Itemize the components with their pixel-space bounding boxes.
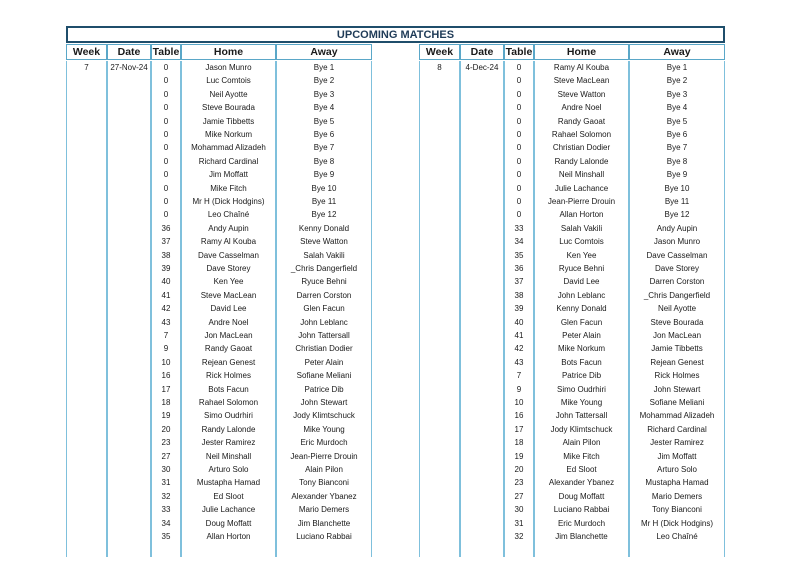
left-away-cell: Peter Alain [304,357,344,367]
left-home-cell: Rick Holmes [206,371,251,381]
left-home-cell: David Lee [210,304,247,314]
column-header-row [66,44,725,61]
right-table-cell: 23 [514,478,524,488]
left-home-cell: Jason Munro [205,63,252,72]
left-home-cell: Jester Ramirez [201,438,256,448]
left-away-cell: Bye 6 [313,130,335,139]
left-home-cell: Steve MacLean [200,290,257,300]
left-table-cell: 0 [163,183,169,193]
left-table-cell: 39 [161,264,171,273]
right-away-cell: Andy Aupin [656,223,698,233]
left-header-date: Date [107,44,151,60]
left-away-cell: Bye 2 [313,76,335,86]
left-home-cell: Leo Chaîné [207,210,250,220]
right-home-cell: Julie Lachance [554,183,609,193]
right-home-cell: Ramy Al Kouba [553,63,610,72]
right-away-cell: Dave Storey [654,264,700,273]
right-away-cell: Dave Casselman [646,250,708,260]
right-home-cell: Mike Fitch [563,451,600,461]
left-table-cell: 0 [163,170,169,180]
left-away-cell: Jody Klimtschuck [293,411,355,421]
left-home-cell: Ramy Al Kouba [200,237,257,247]
right-home-cell: Allan Horton [559,210,604,220]
right-table-cell: 34 [514,237,524,247]
left-home-cell: Rahael Solomon [198,398,259,407]
left-away-cell: Bye 4 [313,103,335,113]
right-away-cell: Bye 3 [666,89,688,99]
left-table-cell: 30 [161,465,171,474]
left-column-date [107,61,151,557]
left-table-cell: 7 [163,331,169,340]
right-away-cell: Bye 7 [666,143,688,153]
right-away-cell: Jester Ramirez [650,438,704,448]
right-table-cell: 0 [516,76,522,86]
right-away-cell: Bye 11 [664,197,690,206]
right-table-cell: 32 [514,532,524,541]
right-header-home: Home [534,44,629,60]
left-table-cell: 38 [161,250,171,260]
right-table-cell: 0 [516,63,522,72]
right-away-cell: Arturo Solo [656,465,698,474]
left-away-cell: Bye 9 [313,170,335,180]
left-away-cell: Bye 7 [313,143,335,153]
left-home-cell: Neil Ayotte [209,89,248,99]
left-home-cell: Dave Storey [206,264,251,273]
right-away-cell: Mr H (Dick Hodgins) [640,518,713,528]
right-home-cell: Luciano Rabbai [553,505,610,515]
right-table-cell: 9 [516,384,522,394]
right-away-cell: Bye 5 [666,116,688,126]
right-table-cell: 0 [516,89,522,99]
right-table-cell: 19 [514,451,524,461]
right-home-cell: Jim Blanchette [555,532,608,541]
left-week-cell: 7 [84,63,89,72]
right-home-cell: Mike Young [560,398,603,407]
right-away-cell: Bye 1 [666,63,688,72]
right-table-cell: 20 [514,465,524,474]
right-home-cell: Doug Moffatt [558,491,605,501]
right-home-cell: Luc Comtois [559,237,604,247]
left-table-cell: 0 [163,197,169,206]
right-home-cell: Steve MacLean [553,76,610,86]
left-home-cell: Ken Yee [213,277,244,287]
left-home-cell: Rejean Genest [201,357,256,367]
right-home-cell: Andre Noel [561,103,602,113]
left-table-cell: 0 [163,116,169,126]
left-home-cell: Randy Lalonde [201,424,256,434]
left-table-cell: 9 [163,344,169,354]
right-away-cell: Jon MacLean [652,331,702,340]
left-table-cell: 19 [161,411,171,421]
right-home-cell: Steve Watton [557,89,606,99]
left-home-cell: Simo Oudrhiri [204,411,253,421]
left-away-cell: Ryuce Behni [301,277,347,287]
right-away-cell: Leo Chaîné [656,532,698,541]
right-away-cell: Jason Munro [653,237,701,247]
left-away-cell: Steve Watton [300,237,348,247]
right-home-cell: Jody Klimtschuck [550,424,613,434]
right-away-cell: Darren Corston [649,277,705,287]
right-away-cell: Steve Bourada [650,317,704,327]
schedule-sheet [66,26,725,557]
right-home-cell: Kenny Donald [556,304,607,314]
right-away-cell: John Stewart [653,384,701,394]
left-away-cell: Patrice Dib [304,384,344,394]
right-away-cell: Mario Demers [651,491,703,501]
right-home-cell: Ken Yee [566,250,597,260]
right-table-cell: 27 [514,491,524,501]
left-away-cell: Darren Corston [296,290,352,300]
right-away-cell: Mustapha Hamad [645,478,709,488]
left-away-cell: John Tattersall [298,331,350,340]
left-header-week: Week [66,44,107,60]
right-home-cell: Randy Gaoat [557,116,606,126]
right-table-cell: 0 [516,103,522,113]
right-home-cell: Rahael Solomon [551,130,612,139]
right-table-cell: 0 [516,116,522,126]
left-away-cell: Bye 10 [311,183,337,193]
left-away-cell: Mario Demers [298,505,350,515]
left-table-cell: 16 [161,371,171,381]
right-table-cell: 0 [516,130,522,139]
right-table-cell: 10 [514,398,524,407]
right-away-cell: Bye 10 [664,183,690,193]
right-away-cell: Bye 12 [664,210,690,220]
right-away-cell: Bye 2 [666,76,688,86]
right-away-cell: Bye 9 [666,170,688,180]
left-away-cell: Bye 11 [311,197,337,206]
left-away-cell: John Leblanc [300,317,348,327]
right-header-away: Away [629,44,725,60]
left-away-cell: _Chris Dangerfield [290,264,358,273]
left-home-cell: Allan Horton [206,532,251,541]
left-home-cell: Mr H (Dick Hodgins) [192,197,265,206]
left-home-cell: Dave Casselman [198,250,259,260]
left-table-cell: 17 [161,384,171,394]
left-away-cell: Alain Pilon [305,465,343,474]
right-away-cell: Bye 8 [666,156,688,166]
left-table-cell: 0 [163,63,169,72]
left-table-cell: 36 [161,223,171,233]
right-home-cell: John Leblanc [557,290,606,300]
left-home-cell: Richard Cardinal [198,156,259,166]
right-table-cell: 0 [516,170,522,180]
left-home-cell: Mike Norkum [204,130,253,139]
right-table-cell: 30 [514,505,524,515]
left-away-cell: Glen Facun [303,304,345,314]
left-home-cell: Ed Sloot [213,491,244,501]
right-home-cell: Alain Pilon [562,438,601,448]
left-date-cell: 27-Nov-24 [110,63,148,72]
left-table-cell: 10 [161,357,171,367]
right-week-cell: 8 [437,63,442,72]
left-home-cell: Neil Minshall [205,451,252,461]
left-home-cell: Mike Fitch [210,183,247,193]
left-home-cell: Jamie Tibbetts [202,116,255,126]
left-table-cell: 40 [161,277,171,287]
left-away-cell: Eric Murdoch [300,438,348,448]
right-column-week [419,61,460,557]
right-away-cell: Rick Holmes [654,371,700,381]
right-table-cell: 38 [514,290,524,300]
left-table-cell: 34 [161,518,171,528]
right-away-cell: Tony Bianconi [652,505,702,515]
right-table-cell: 31 [514,518,524,528]
left-away-cell: Bye 12 [311,210,337,220]
left-home-cell: Bots Facun [208,384,249,394]
right-home-cell: Eric Murdoch [557,518,606,528]
right-date-cell: 4-Dec-24 [465,63,499,72]
left-table-cell: 35 [161,532,171,541]
left-away-cell: Mike Young [303,424,345,434]
left-away-cell: Luciano Rabbai [296,532,352,541]
left-away-cell: Bye 3 [313,89,335,99]
right-table-cell: 7 [516,371,522,381]
left-table-cell: 31 [161,478,171,488]
right-column-date [460,61,504,557]
right-header-table: Table [505,46,533,58]
right-home-cell: Alexander Ybanez [548,478,615,488]
left-table-cell: 0 [163,156,169,166]
left-home-cell: Luc Comtois [206,76,251,86]
left-table-cell: 42 [161,304,171,314]
left-home-cell: Mohammad Alizadeh [191,143,266,153]
right-home-cell: Christian Dodier [552,143,611,153]
left-table-cell: 0 [163,76,169,86]
left-away-cell: Bye 8 [313,156,335,166]
right-table-cell: 18 [514,438,524,448]
left-away-cell: Jean-Pierre Drouin [290,451,358,461]
left-table-cell: 0 [163,103,169,113]
right-header-week: Week [419,44,460,60]
right-table-cell: 41 [514,331,524,340]
left-away-cell: Jim Blanchette [297,518,351,528]
schedule-body [66,61,725,557]
left-table-cell: 0 [163,143,169,153]
left-away-cell: Salah Vakili [303,250,345,260]
left-home-cell: Andre Noel [208,317,249,327]
right-table-cell: 40 [514,317,524,327]
left-home-cell: Arturo Solo [208,465,249,474]
left-home-cell: Julie Lachance [201,505,256,515]
left-table-cell: 0 [163,210,169,220]
left-table-cell: 27 [161,451,171,461]
right-table-cell: 0 [516,156,522,166]
left-away-cell: Kenny Donald [298,223,350,233]
right-table-cell: 39 [514,304,524,314]
right-home-cell: Ed Sloot [566,465,597,474]
left-table-cell: 37 [161,237,171,247]
left-home-cell: Steve Bourada [202,103,255,113]
left-away-cell: Bye 5 [313,116,335,126]
left-column-week [66,61,107,557]
left-away-cell: Bye 1 [313,63,335,72]
left-table-cell: 32 [161,491,171,501]
right-home-cell: Peter Alain [562,331,601,340]
left-away-cell: Christian Dodier [295,344,353,354]
left-home-cell: Randy Gaoat [204,344,253,354]
right-home-cell: David Lee [563,277,600,287]
right-away-cell: Bye 6 [666,130,688,139]
left-table-cell: 0 [163,89,169,99]
left-header-table: Table [152,46,180,58]
left-home-cell: Doug Moffatt [205,518,252,528]
right-table-cell: 16 [514,411,524,421]
left-away-cell: Alexander Ybanez [291,491,357,501]
right-home-cell: Neil Minshall [558,170,605,180]
left-away-cell: Tony Bianconi [299,478,349,488]
right-home-cell: Salah Vakili [560,223,603,233]
right-home-cell: Glen Facun [560,317,603,327]
right-away-cell: Rejean Genest [650,357,704,367]
right-home-cell: Randy Lalonde [554,156,609,166]
left-away-cell: Sofiane Meliani [296,371,352,381]
right-table-cell: 0 [516,183,522,193]
right-table-cell: 36 [514,264,524,273]
right-header-date: Date [460,44,504,60]
left-table-cell: 18 [161,398,171,407]
right-home-cell: Mike Norkum [557,344,606,354]
right-away-cell: _Chris Dangerfield [643,290,711,300]
right-table-cell: 0 [516,143,522,153]
left-table-cell: 33 [161,505,171,515]
right-home-cell: John Tattersall [555,411,608,421]
left-home-cell: Jim Moffatt [209,170,248,180]
right-table-cell: 35 [514,250,524,260]
right-away-cell: Neil Ayotte [657,304,697,314]
right-table-cell: 0 [516,210,522,220]
right-away-cell: Mohammad Alizadeh [639,411,715,421]
right-table-cell: 42 [514,344,524,354]
right-table-cell: 17 [514,424,524,434]
left-table-cell: 43 [161,317,171,327]
left-table-cell: 23 [161,438,171,448]
right-home-cell: Patrice Dib [561,371,602,381]
right-table-cell: 37 [514,277,524,287]
right-home-cell: Simo Oudrhiri [557,384,606,394]
right-away-cell: Sofiane Meliani [649,398,705,407]
right-table-cell: 0 [516,197,522,206]
left-away-cell: John Stewart [300,398,348,407]
left-table-cell: 20 [161,424,171,434]
right-home-cell: Bots Facun [561,357,602,367]
right-away-cell: Richard Cardinal [647,424,707,434]
left-header-away: Away [276,44,372,60]
sheet-title: UPCOMING MATCHES [66,26,725,43]
left-home-cell: Mustapha Hamad [196,478,261,488]
left-header-home: Home [181,44,276,60]
left-home-cell: Jon MacLean [204,331,253,340]
right-away-cell: Jamie Tibbetts [651,344,703,354]
right-away-cell: Jim Moffatt [657,451,697,461]
right-table-cell: 43 [514,357,524,367]
left-table-cell: 0 [163,130,169,139]
left-table-cell: 41 [161,290,171,300]
right-table-cell: 33 [514,223,524,233]
left-home-cell: Andy Aupin [208,223,249,233]
right-home-cell: Jean-Pierre Drouin [547,197,616,206]
right-home-cell: Ryuce Behni [558,264,605,273]
right-away-cell: Bye 4 [666,103,688,113]
